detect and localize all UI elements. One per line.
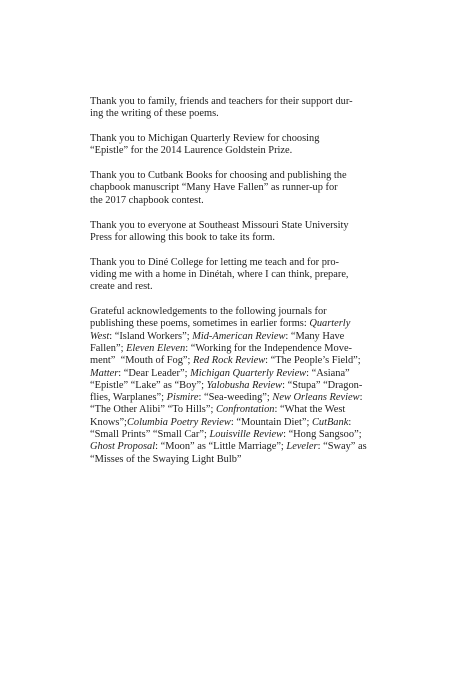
text-line: Press for allowing this book to take its form. [90,231,275,243]
ack-line-4: ment” “Mouth of Fog”; Red Rock Review: “The People’s Field”; [90,355,361,367]
text-line: Grateful acknowledgements to the following journals for [90,306,327,318]
journal-name: Matter [90,367,119,379]
journal-name: Confrontation [215,404,275,416]
thanks-paragraph-mqr [90,133,365,158]
acknowledgements-text [90,96,365,478]
thanks-paragraph-semo [90,220,365,245]
journal-acknowledgements [90,306,365,466]
text-line: create and rest. [90,281,153,293]
text-line: chapbook manuscript “Many Have Fallen” as runner-up for [90,182,338,194]
ack-line-1 [90,318,365,330]
journal-name: Columbia Poetry Review [126,416,231,428]
ack-line-10: “Small Prints” “Small Car”; Louisville Review: “Hong Sangsoo”; [90,429,362,441]
ack-line-2: West: “Island Workers”; Mid-American Review: “Many Have [90,330,345,342]
journal-name: Pismire [166,392,199,404]
journal-name: West [90,330,110,342]
journal-name: Michigan Quarterly Review [190,367,307,379]
text-line: Thank you to everyone at Southeast Missouri State University [90,219,349,231]
journal-name: Quarterly [309,318,351,330]
text-line: Thank you to Diné College for letting me teach and for pro- [90,256,340,268]
text-line: Thank you to Cutbank Books for choosing and publishing the [90,170,347,182]
thanks-paragraph-dine [90,257,365,294]
text-line: the 2017 chapbook contest. [90,194,204,206]
thanks-paragraph-family [90,96,365,121]
ack-line-9: Knows”;Columbia Poetry Review: “Mountain Diet”; CutBank: [90,416,352,428]
journal-name: New Orleans Review [272,392,360,404]
journal-name: Red Rock Review [193,355,266,367]
journal-name: Louisville Review [209,429,284,441]
text-line: “Epistle” for the 2014 Laurence Goldstein Prize. [90,145,293,157]
text-line: viding me with a home in Dinétah, where I can think, prepare, [90,268,349,280]
ack-line-6: “Epistle” “Lake” as “Boy”; Yalobusha Review: “Stupa” “Dragon- [90,379,363,391]
journal-name: Eleven Eleven [126,342,186,354]
journal-name: Mid-American Review [192,330,286,342]
journal-name: Ghost Proposal [90,441,156,453]
journal-name: Leveler [286,441,318,453]
ack-line-11: Ghost Proposal: “Moon” as “Little Marriage”; Leveler: “Sway” as [90,441,367,453]
ack-line-8: “The Other Alibi” “To Hills”; Confrontation: “What the West [90,404,346,416]
ack-line-7: flies, Warplanes”; Pismire: “Sea-weeding”; New Orleans Review: [90,392,363,404]
text-line: Thank you to family, friends and teachers for their support dur- [90,96,353,107]
text-line: ing the writing of these poems. [90,108,219,120]
text-line: Thank you to Michigan Quarterly Review for choosing [90,133,320,145]
ack-line-5: Matter: “Dear Leader”; Michigan Quarterly Review: “Asiana” [90,367,350,379]
journal-name: CutBank [311,416,349,428]
thanks-paragraph-cutbank [90,170,365,207]
ack-line-3: Fallen”; Eleven Eleven: “Working for the Independence Move- [90,342,353,354]
text-run: publishing these poems, sometimes in earlier forms: [90,318,310,330]
ack-line-12: “Misses of the Swaying Light Bulb” [90,453,242,465]
journal-name: Yalobusha Review [206,379,283,391]
